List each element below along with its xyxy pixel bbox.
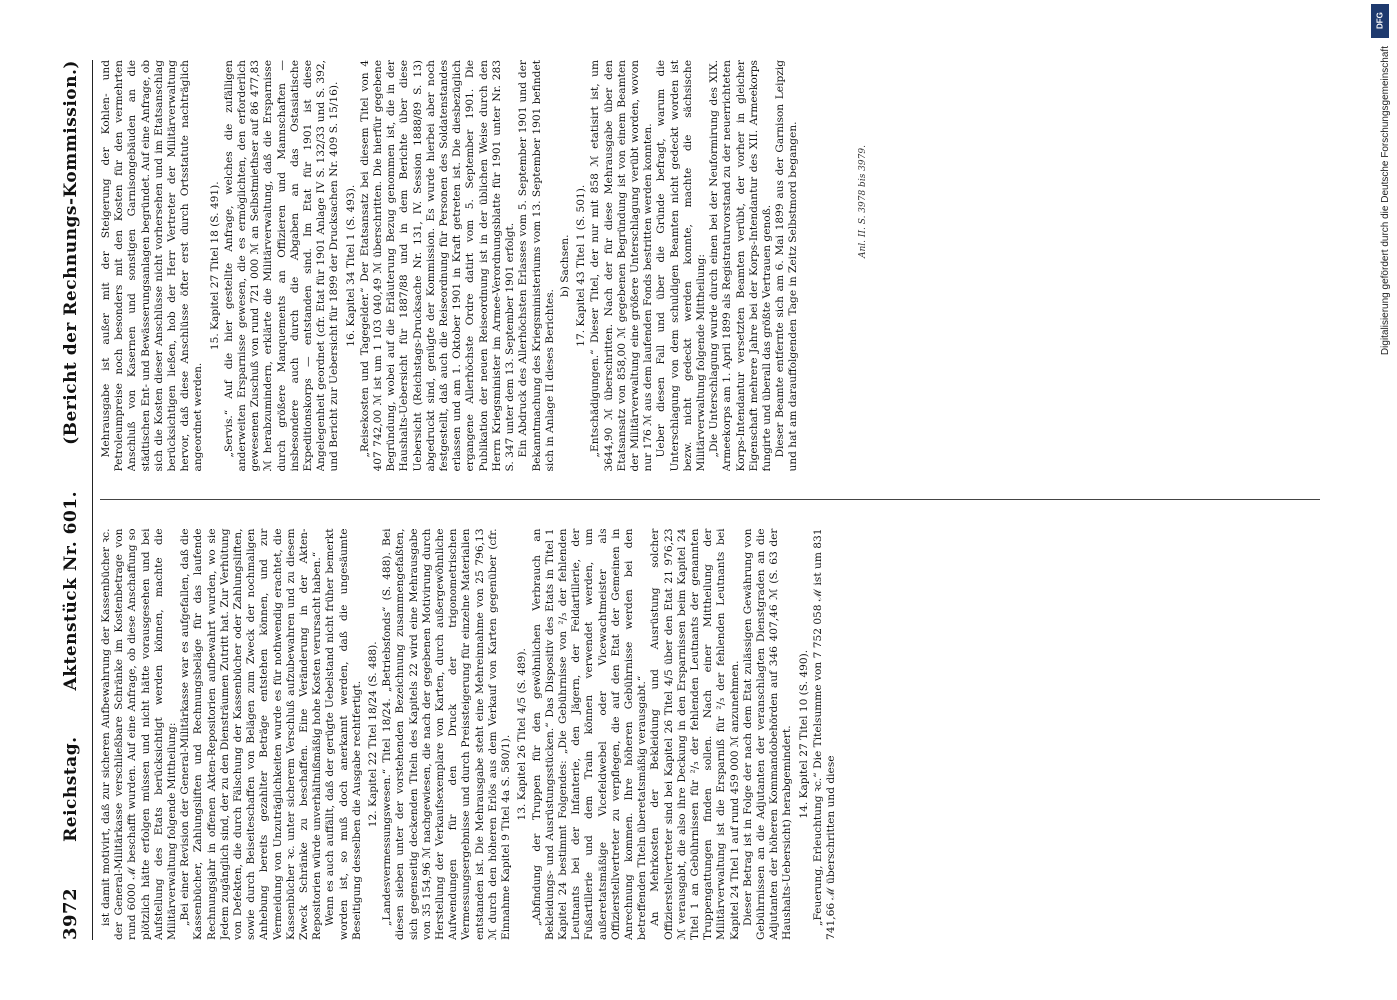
margin-note: Anl. II. S. 3978 bis 3979.	[858, 145, 868, 258]
paragraph: Dieser Beamte entfernte sich am 6. Mai 1899 aus der Garnison Leipzig und hat am darauffolgenden Tage in Zeitz Selbstmord begangen.	[774, 60, 800, 472]
paragraph: „Servis.“ Auf die hier gestellte Anfrage, welches die zufälligen anderweiten Ersparnisse gewesen, die es ermöglichten, den erforderlich gewesenen Zuschuß von rund 721 000 ℳ an Selbstmiethser auf 86 477,83 ℳ herabzumindern, erklärte die Militärverwaltung, daß die Ersparnisse durch größere Manquements an Offizieren und Mannschaften — insbesondere auch durch die Abgaben an das Ostasiatische Expeditionskorps — entstanden sind. Im Etat für 1901 ist diese Angelegenheit geordnet (cfr. Etat für 1901 Anlage IV S. 132/33 und S. 392, und Bericht zur Uebersicht für 1899 der Drucksachen Nr. 409 S. 15/16).	[222, 60, 341, 472]
paragraph: Ein Abdruck des Allerhöchsten Erlasses vom 5. September 1901 und der Bekanntmachung des Kriegsministeriums vom 13. September 1901 befindet sich in Anlage II dieses Berichtes.	[517, 60, 556, 472]
paragraph: „Bei einer Revision der General-Militärkasse war es aufgefallen, daß die Kassenbücher, Zahlungsliften und Rechnungsbeläge für das laufende Rechnungsjahr in offenen Akten-Repositorien aufbewahrt wurden, wo sie Jedem zugänglich sind, der zu den Diensträumen Zutritt hat. Zur Verhütung von Defekten, die durch Fälschung der Kassenbücher oder Zahlungsliften, sowie durch Beiseiteschaffen von Belägen zum Zweck der nochmaligen Anhebung bereits gezahlter Beträge entstehen können, und zur Vermeidung von Unzuträglichkeiten wurde es für nothwendig erachtet, die Kassenbücher ꝛc. unter sicherem Verschluß aufzubewahren und zu diesem Zweck Schränke zu beschaffen. Eine Veränderung in der Akten-Repositorien würde unverhältnißmäßig hohe Kosten verursacht haben.“	[179, 528, 324, 940]
section-heading: 16. Kapitel 34 Titel 1 (S. 493).	[344, 184, 357, 347]
paragraph: Dieser Betrag ist in Folge der nach dem Etat zulässigen Gewährung von Gebührnissen an die Adjutanten der veranschlagten Dienstgraden an die Adjutanten der höheren Kommandobehörden auf 346 407,46 ℳ (S. 63 der Haushalts-Uebersicht) herabgemindert.	[741, 528, 794, 940]
header-center-title: Aktenstück Nr. 601.	[61, 490, 81, 691]
section-heading: 13. Kapitel 26 Titel 4/5 (S. 489).	[516, 648, 529, 821]
section-heading: 15. Kapitel 27 Titel 18 (S. 491).	[208, 181, 221, 351]
header-left-title: Reichstag.	[61, 736, 81, 842]
paragraph: Wenn es auch auffällt, daß der gerügte Uebelstand nicht früher bemerkt worden ist, so muß doch anerkannt werden, daß die ungesäumte Beseitigung desselben die Ausgabe rechtfertigt.	[324, 528, 363, 940]
section-heading: 14. Kapitel 27 Titel 10 (S. 490).	[797, 649, 810, 819]
column-divider	[100, 500, 1320, 501]
section-heading: 12. Kapitel 22 Titel 18/24 (S. 488).	[367, 641, 380, 828]
paragraph: „Landesvermessungswesen.“ Titel 18/24. „Betriebsfonds“ (S. 488). Bei diesen sieben unter der vorstehenden Bezeichnung zusammengefaßten, sich gegenseitig deckenden Titeln des Kapitels 22 wird eine Mehrausgabe von 35 154,96 ℳ nachgewiesen, die nach der gegebenen Motivirung durch Herstellung der Verkaufsexemplare von Karten, durch außergewöhnliche Aufwendungen für den Druck der trigonometrischen Vermessungsergebnisse und durch Preissteigerung für einzelne Materialien entstanden ist. Die Mehrausgabe steht eine Mehreinnahme von 25 796,13 ℳ durch den höheren Erlös aus dem Verkauf von Karten gegenüber (cfr. Einnahme Kapitel 9 Titel 4a S. 580/1).	[381, 528, 513, 940]
paragraph: Ueber diesen Fall und über die Gründe befragt, warum die Unterschlagung von dem schuldigen Beamten nicht gedeckt worden ist bezw. nicht gedeckt werden konnte, machte die sächsische Militärverwaltung folgende Mittheilung:	[655, 60, 707, 472]
paragraph: „Entschädigungen.“ Dieser Titel, der nur mit 858 ℳ etatisirt ist, um 3644,90 ℳ überschritten. Nach der für diese Mehrausgabe über den Etatsansatz von 858,00 ℳ gegebenen Begründung ist von einem Beamten der Militärverwaltung eine größere Unterschlagung verübt worden, wovon nur 176 ℳ aus dem laufenden Fonds bestritten werden konnten.	[589, 60, 655, 472]
funding-sidebar	[1357, 0, 1397, 1000]
header-right-title: (Bericht der Rechnungs-Kommission.)	[61, 60, 81, 445]
right-column	[100, 60, 1320, 472]
section-heading: 17. Kapitel 43 Titel 1 (S. 501).	[575, 184, 588, 347]
printed-page	[60, 60, 1360, 940]
page-number: 3972	[60, 887, 81, 940]
paragraph: „Die Unterschlagung wurde durch einen bei der Neuformirung des XIX. Armeekorps am 1. April 1899 als Registraturvorstand zu der neuerrichteten Korps-Intendantur versetzten Beamten verübt, der vorher in gleicher Eigenschaft mehrere Jahre bei der Korps-Intendantur des XII. Armeekorps fungirte und überall das größte Vertrauen genoß.	[708, 60, 773, 472]
paragraph: „Reisekosten und Tagegelder.“ Der Etatsansatz bei diesem Titel von 4 407 742,00 ℳ ist um 1 103 040,49 ℳ überschritten. Die hierfür gegebene Begründung, wobei auf die Erläuterung Bezug genommen ist, die in der Haushalts-Uebersicht für 1887/88 und in dem Berichte über diese Uebersicht (Reichstags-Drucksache Nr. 131, IV. Session 1888/89 S. 13) abgedruckt sind, genügte der Kommission. Es wurde hierbei aber noch festgestellt, daß auch die Reiseordnung für Personen des Soldatenstandes erlassen und am 1. Oktober 1901 in Kraft getreten ist. Die diesbezüglich ergangene Allerhöchste Ordre datirt vom 5. September 1901. Die Publikation der neuen Reiseordnung ist in der üblichen Weise durch den Herrn Kriegsminister im Armee-Verordnungsblatte für 1901 unter Nr. 283 S. 347 unter dem 13. September 1901 erfolgt.	[358, 60, 517, 472]
running-head	[60, 60, 93, 940]
text-columns	[100, 60, 1320, 940]
dfg-logo: DFG	[1371, 4, 1389, 38]
paragraph: ist damit motivirt, daß zur sicheren Aufbewahrung der Kassenbücher ꝛc. der General-Militärkasse verschließbare Schränke im Kostenbetrage von rund 6000 ℳ beschafft wurden. Auf eine Anfrage, ob diese Anschaffung so plötzlich hätte erfolgen müssen und nicht hätte vorausgesehen und bei Aufstellung des Etats berücksichtigt werden können, machte die Militärverwaltung folgende Mittheilung:	[100, 528, 179, 940]
left-column	[100, 529, 1320, 941]
subsection-heading: b) Sachsen.	[558, 234, 571, 298]
paragraph: Mehrausgabe ist außer mit der Steigerung der Kohlen- und Petroleumpreise noch besonders mit den Kosten für den vermehrten Anschluß von Kasernen und sonstigen Garnisongebäuden an die städtischen Ent- und Bewässerungsanlagen begründet. Auf eine Anfrage, ob sich die Kosten dieser Anschlüsse nicht vorhersehen und im Etatsanschlag berücksichtigen ließen, hob der Herr Vertreter der Militärverwaltung hervor, daß diese Anschlüsse öfter erst durch Ortsstatute nachträglich angeordnet werden.	[100, 60, 205, 472]
funding-note: Digitalisierung gefördert durch die Deutsche Forschungsgemeinschaft	[1380, 46, 1391, 356]
paragraph: „Abfindung der Truppen für den gewöhnlichen Verbrauch an Bekleidungs- und Ausrüstungsstücken.“ Das Dispositiv des Etats in Titel 1 Kapitel 24 bestimmt Folgendes: „Die Gebührnisse von ²/₃ der fehlenden Leutnants bei der Infanterie, den Jägern, der Feldartillerie, der Fußartillerie und dem Train können verwendet werden, um außeretatsmäßige Vicefeldwebel oder Vicewachtmeister als Offizierstellvertreter zu verpflegen, die auf den Etat der Gemeinen in Anrechnung kommen. Ihre höheren Gebührnisse werden bei den betreffenden Titeln überetatsmäßig verausgabt.“	[530, 528, 649, 940]
paragraph: „Feuerung, Erleuchtung ꝛc.“ Die Titelsumme von 7 752 058 ℳ ist um 831 741,66 ℳ überschritten und diese	[811, 528, 837, 940]
paragraph: An Mehrkosten der Bekleidung und Ausrüstung solcher Offizierstellvertreter sind bei Kapitel 26 Titel 4/5 über den Etat 21 976,23 ℳ verausgabt, die also ihre Deckung in den Ersparnissen beim Kapitel 24 Titel 1 an Gebührnissen für ²/₃ der fehlenden Leutnants der genannten Truppengattungen finden sollen. Nach einer Mittheilung der Militärverwaltung ist die Ersparniß für ²/₃ der fehlenden Leutnants bei Kapitel 24 Titel 1 auf rund 459 000 ℳ anzunehmen.	[649, 528, 741, 940]
